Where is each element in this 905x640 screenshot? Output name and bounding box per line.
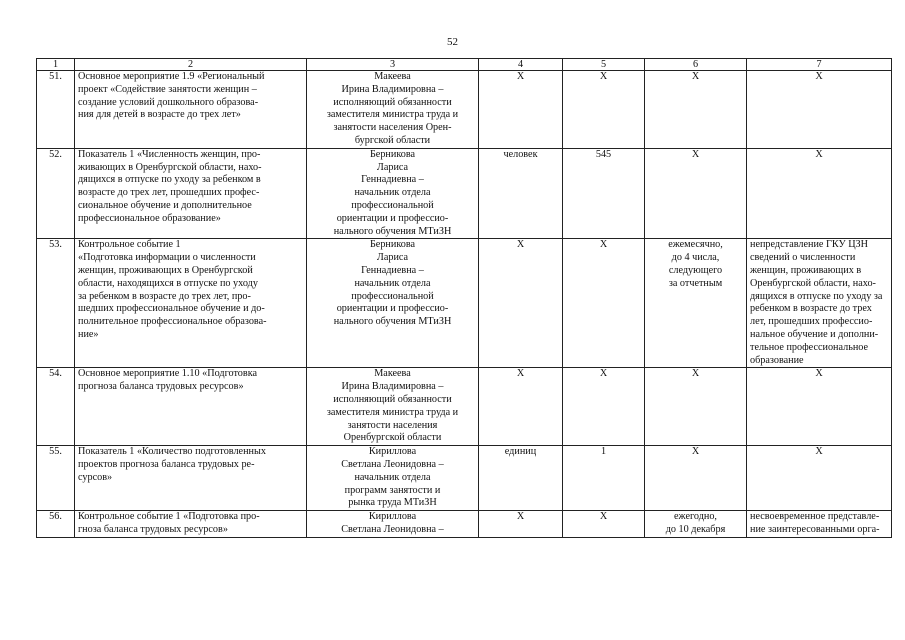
unit-cell: Х	[479, 511, 563, 538]
responsible-person: Берникова Лариса Геннадиевна – начальник отдела профессиональной ориентации и профессио- нального обучения МТиЗН	[307, 239, 479, 368]
deadline-cell: Х	[645, 446, 747, 511]
value-cell: 1	[563, 446, 645, 511]
measure-description: Основное мероприятие 1.9 «Региональный проект «Содействие занятости женщин – создание условий дошкольного образова- ния для детей в возрасте до трех лет»	[75, 71, 307, 149]
col-header-4: 4	[479, 59, 563, 71]
responsible-person: Кириллова Светлана Леонидовна – начальник отдела программ занятости и рынка труда МТиЗН	[307, 446, 479, 511]
table-row	[37, 511, 892, 538]
unit-cell: Х	[479, 71, 563, 149]
row-number: 53.	[37, 239, 75, 368]
risk-cell: непредставление ГКУ ЦЗН сведений о численности женщин, проживающих в Оренбургской области, нахо- дящихся в отпуске по уходу за ребенком в возрасте до трех лет, прошедших профессио- нальное обучение и дополни- тельное профессиональное образование	[747, 239, 892, 368]
unit-cell: Х	[479, 368, 563, 446]
measure-description: Контрольное событие 1 «Подготовка информации о численности женщин, проживающих в Оренбургской области, находящихся в отпуске по уходу за ребенком в возрасте до трех лет, про- шедших профессиональное обучение и до- полнительное профессиональное образова- ние»	[75, 239, 307, 368]
row-number: 55.	[37, 446, 75, 511]
table-row	[37, 148, 892, 239]
responsible-person: Кириллова Светлана Леонидовна –	[307, 511, 479, 538]
col-header-6: 6	[645, 59, 747, 71]
responsible-person: Макеева Ирина Владимировна – исполняющий обязанности заместителя министра труда и занятости населения Орен- бургской области	[307, 71, 479, 149]
page-number: 52	[447, 36, 458, 48]
risk-cell: Х	[747, 446, 892, 511]
row-number: 54.	[37, 368, 75, 446]
value-cell: Х	[563, 239, 645, 368]
deadline-cell: Х	[645, 148, 747, 239]
table-row	[37, 368, 892, 446]
header-row	[37, 59, 892, 71]
value-cell: 545	[563, 148, 645, 239]
value-cell: Х	[563, 71, 645, 149]
table-row	[37, 239, 892, 368]
row-number: 51.	[37, 71, 75, 149]
measure-description: Показатель 1 «Количество подготовленных проектов прогноза баланса трудовых ре- сурсов»	[75, 446, 307, 511]
deadline-cell: Х	[645, 368, 747, 446]
unit-cell: Х	[479, 239, 563, 368]
responsible-person: Макеева Ирина Владимировна – исполняющий обязанности заместителя министра труда и занятости населения Оренбургской области	[307, 368, 479, 446]
row-number: 52.	[37, 148, 75, 239]
value-cell: Х	[563, 511, 645, 538]
unit-cell: единиц	[479, 446, 563, 511]
measure-description: Показатель 1 «Численность женщин, про- живающих в Оренбургской области, нахо- дящихся в отпуске по уходу за ребенком в возрасте до трех лет, прошедших профес- сиональное обучение и дополнительное профессиональное образование»	[75, 148, 307, 239]
value-cell: Х	[563, 368, 645, 446]
col-header-3: 3	[307, 59, 479, 71]
risk-cell: Х	[747, 148, 892, 239]
col-header-2: 2	[75, 59, 307, 71]
unit-cell: человек	[479, 148, 563, 239]
risk-cell: Х	[747, 368, 892, 446]
col-header-7: 7	[747, 59, 892, 71]
deadline-cell: ежегодно, до 10 декабря	[645, 511, 747, 538]
deadline-cell: ежемесячно, до 4 числа, следующего за отчетным	[645, 239, 747, 368]
responsible-person: Берникова Лариса Геннадиевна – начальник отдела профессиональной ориентации и профессио- нального обучения МТиЗН	[307, 148, 479, 239]
risk-cell: Х	[747, 71, 892, 149]
measure-description: Контрольное событие 1 «Подготовка про- гноза баланса трудовых ресурсов»	[75, 511, 307, 538]
measures-table	[36, 58, 892, 538]
table-row	[37, 446, 892, 511]
row-number: 56.	[37, 511, 75, 538]
measure-description: Основное мероприятие 1.10 «Подготовка прогноза баланса трудовых ресурсов»	[75, 368, 307, 446]
risk-cell: несвоевременное представле- ние заинтересованными орга-	[747, 511, 892, 538]
col-header-5: 5	[563, 59, 645, 71]
col-header-1: 1	[37, 59, 75, 71]
deadline-cell: Х	[645, 71, 747, 149]
table-row	[37, 71, 892, 149]
